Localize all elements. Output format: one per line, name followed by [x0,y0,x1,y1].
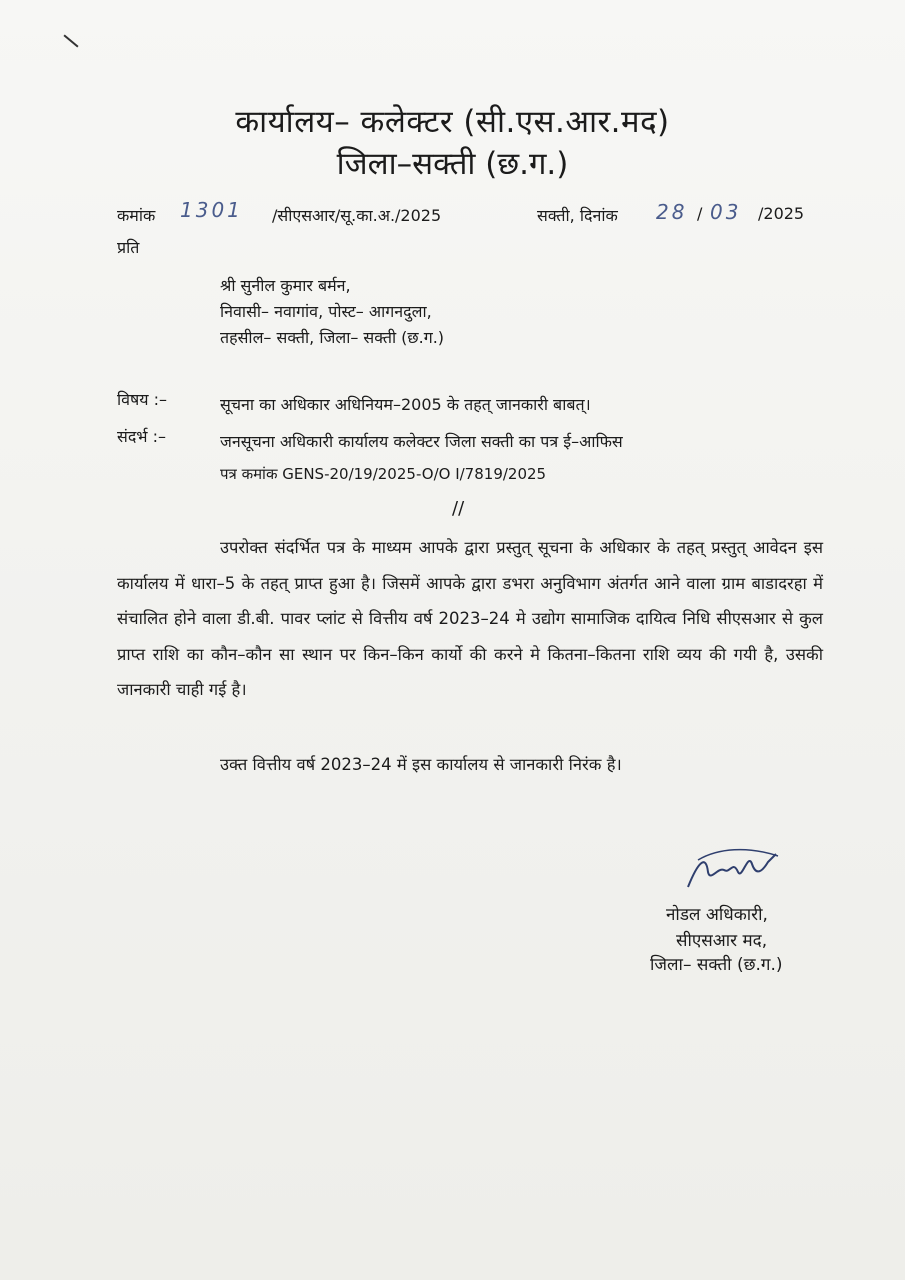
body-paragraph-2: उक्त वित्तीय वर्ष 2023–24 में इस कार्यालय से जानकारी निरंक है। [220,755,622,774]
date-slash: / [697,204,703,223]
office-title: कार्यालय– कलेक्टर (सी.एस.आर.मद) [235,104,670,140]
corner-mark [63,34,78,47]
signatory-title: नोडल अधिकारी, [666,905,768,925]
date-day: 28 [656,200,688,224]
ref-number: 1301 [180,198,243,222]
reference-label: संदर्भ :– [117,427,167,446]
signature-scrawl [678,842,788,902]
subject-label: विषय :– [117,390,168,409]
place-date-label: सक्ती, दिनांक [537,206,618,225]
signatory-dept: सीएसआर मद, [676,931,768,951]
body-paragraph-1: उपरोक्त संदर्भित पत्र के माध्यम आपके द्वारा प्रस्तुत् सूचना के अधिकार के तहत् प्रस्तुत् आवेदन इस कार्यालय में धारा–5 के तहत् प्राप्त हुआ है। जिसमें आपके द्वारा डभरा अनुविभाग अंतर्गत आने वाला ग्राम बाडादरहा में संचालित होने वाला डी.बी. पावर प्लांट से वित्तीय वर्ष 2023–24 मे उद्योग सामाजिक दायित्व निधि सीएसआर से कुल प्राप्त राशि का कौन–कौन सा स्थान पर किन–किन कार्यो की करने मे कितना–कितना राशि व्यय की गयी है, उसकी जानकारी चाही गई है। [117,538,823,699]
ref-suffix: /सीएसआर/सू.का.अ./2025 [272,206,442,225]
separator: // [452,498,465,519]
to-label: प्रति [117,238,140,257]
address-line: तहसील– सक्ती, जिला– सक्ती (छ.ग.) [220,328,445,347]
reference-line-2: पत्र कमांक GENS-20/19/2025-O/O I/7819/2025 [220,465,547,483]
ref-label: कमांक [117,206,156,225]
address-line: श्री सुनील कुमार बर्मन, [220,276,351,295]
district-title: जिला–सक्ती (छ.ग.) [336,146,569,182]
date-year: /2025 [758,204,805,223]
reference-line-1: जनसूचना अधिकारी कार्यालय कलेक्टर जिला सक्ती का पत्र ई–आफिस [220,432,623,451]
signatory-district: जिला– सक्ती (छ.ग.) [650,955,783,975]
subject-text: सूचना का अधिकार अधिनियम–2005 के तहत् जानकारी बाबत्। [220,395,591,414]
address-line: निवासी– नवागांव, पोस्ट– आगनदुला, [220,302,432,321]
date-month: 03 [710,200,742,224]
